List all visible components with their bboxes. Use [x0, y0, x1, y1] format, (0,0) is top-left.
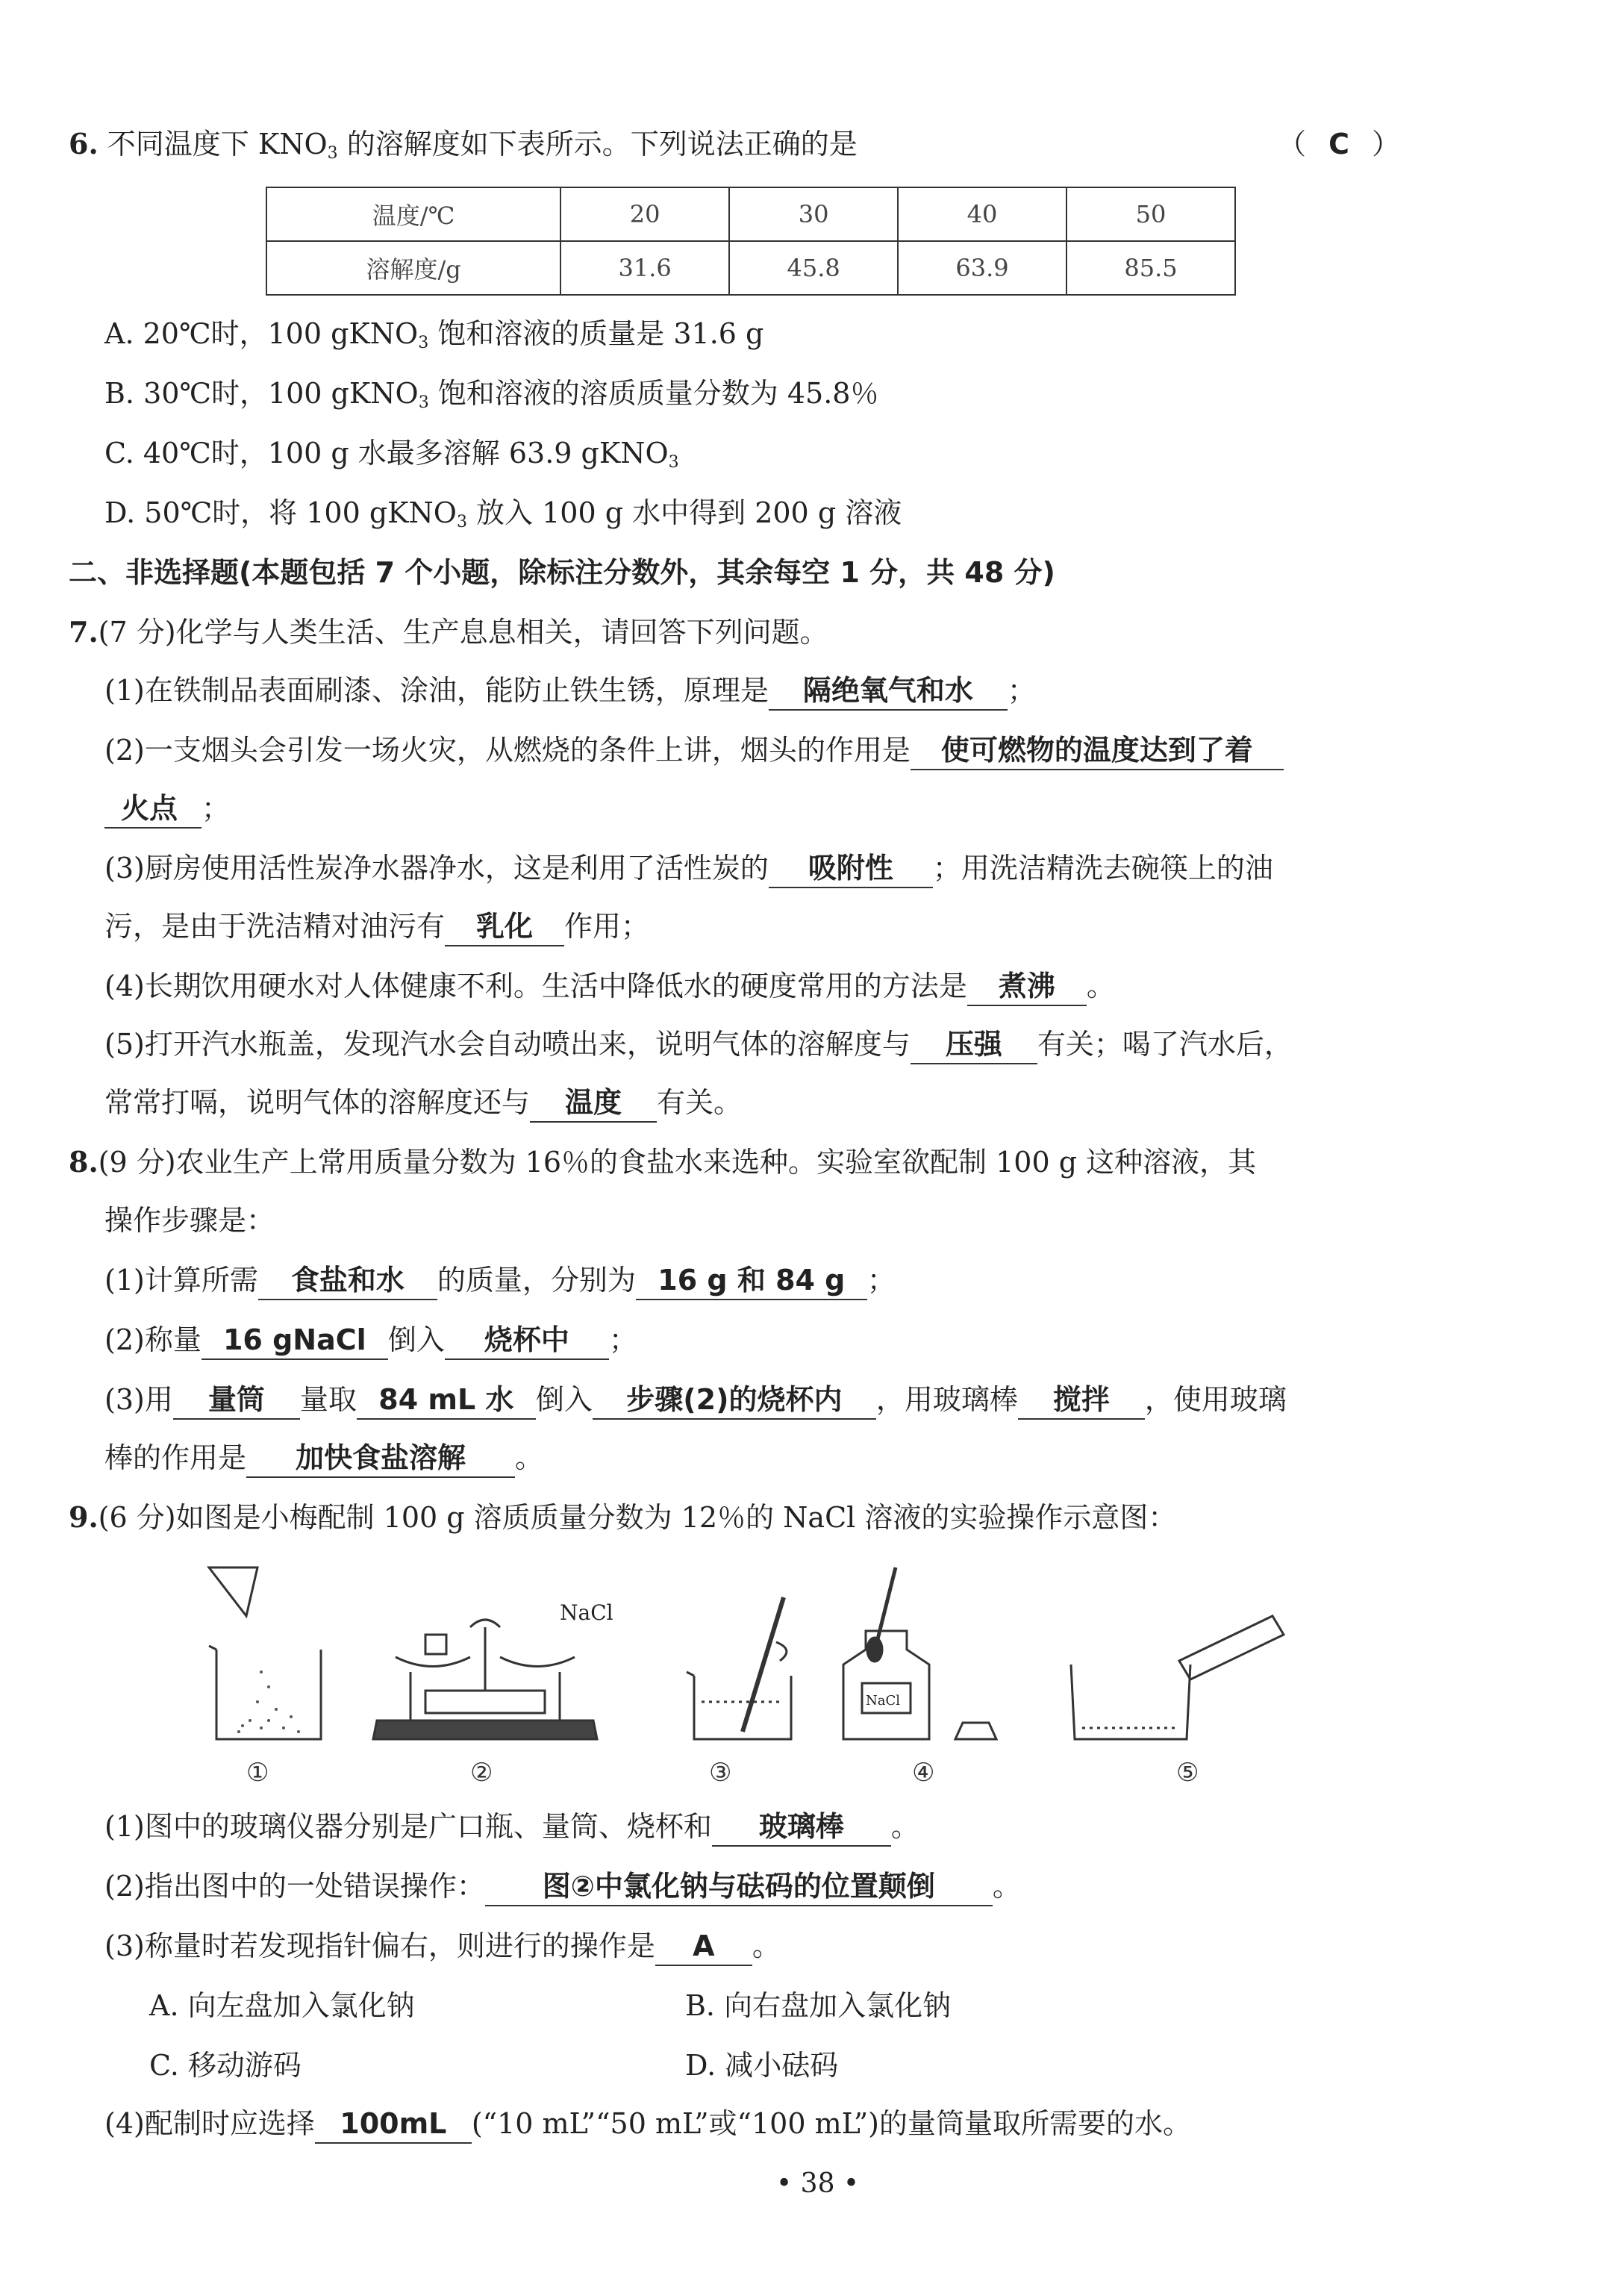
experiment-figure	[187, 1553, 1306, 1747]
answer-blank: 温度	[530, 1084, 657, 1123]
solubility-cell: 31.6	[560, 241, 729, 295]
figure-label: ②	[470, 1758, 493, 1788]
q8-intro: 8.(9 分)农业生产上常用质量分数为 16％的食盐水来选种。实验室欲配制 100 g 这种溶液，其	[69, 1145, 1257, 1179]
row-header-temp: 温度/℃	[266, 187, 560, 241]
table-row	[266, 187, 1235, 241]
q9-part3: (3)称量时若发现指针偏右，则进行的操作是 A 。	[104, 1926, 781, 1966]
answer-blank: 16 gNaCl	[202, 1321, 388, 1360]
answer-blank: 玻璃棒	[712, 1808, 891, 1847]
q7-intro: 7.(7 分)化学与人类生活、生产息息相关，请回答下列问题。	[69, 615, 828, 649]
beaker-pour-icon	[209, 1567, 321, 1739]
balance-icon	[373, 1620, 597, 1739]
q7-part4: (4)长期饮用硬水对人体健康不利。生活中降低水的硬度常用的方法是 煮沸 。	[104, 966, 1115, 1006]
q9-intro: 9.(6 分)如图是小梅配制 100 g 溶质质量分数为 12％的 NaCl 溶液的实验操作示意图：	[69, 1500, 1177, 1534]
temp-cell: 50	[1066, 187, 1235, 241]
answer-blank: 步骤(2)的烧杯内	[593, 1381, 876, 1420]
q7-part3-cont: 污，是由于洗洁精对油污有 乳化 作用；	[104, 906, 649, 946]
temp-cell: 40	[898, 187, 1066, 241]
solubility-cell: 63.9	[898, 241, 1066, 295]
q7-part5-cont: 常常打嗝，说明气体的溶解度还与 温度 有关。	[104, 1082, 742, 1123]
figure-label: ③	[709, 1758, 732, 1788]
solubility-cell: 45.8	[729, 241, 898, 295]
answer-blank: 煮沸	[967, 967, 1087, 1006]
answer-blank: 乳化	[445, 908, 564, 946]
q6-number: 6.	[69, 127, 99, 160]
answer-blank: 84 mL 水	[357, 1381, 536, 1420]
answer-blank: 食盐和水	[258, 1261, 437, 1300]
section2-heading: 二、非选择题(本题包括 7 个小题，除标注分数外，其余每空 1 分，共 48 分)	[69, 556, 1055, 589]
q6-stem-text: 不同温度下 KNO	[107, 128, 328, 160]
answer-blank: 烧杯中	[445, 1321, 609, 1360]
answer-blank: 100mL	[315, 2105, 472, 2144]
q7-part5: (5)打开汽水瓶盖，发现汽水会自动喷出来，说明气体的溶解度与 压强 有关；喝了汽水后，	[104, 1024, 1293, 1064]
q9-option-a: A. 向左盘加入氯化钠	[149, 1989, 415, 2022]
answer-blank: 16 g 和 84 g	[636, 1261, 867, 1300]
figure-label: ①	[246, 1758, 269, 1788]
q6-option-c: C. 40℃时，100 g 水最多溶解 63.9 gKNO$_3$	[104, 437, 679, 472]
answer-blank: 火点	[104, 790, 202, 829]
cylinder-pour-icon	[1071, 1616, 1284, 1739]
reagent-bottle-icon	[843, 1567, 996, 1739]
q8-intro-cont: 操作步骤是：	[104, 1204, 275, 1237]
q9-part4: (4)配制时应选择 100mL (“10 mL”“50 mL”或“100 mL”)的量筒量取所需要的水。	[104, 2103, 1191, 2144]
q6-answer-value: C	[1328, 128, 1349, 160]
answer-blank: 使可燃物的温度达到了着	[911, 731, 1284, 770]
q8-part1: (1)计算所需 食盐和水 的质量，分别为 16 g 和 84 g ；	[104, 1260, 896, 1300]
balance-nacl-label: NaCl	[560, 1600, 613, 1625]
q9-option-d: D. 减小砝码	[685, 2049, 839, 2082]
q9-option-c: C. 移动游码	[149, 2049, 302, 2082]
figure-label: ⑤	[1176, 1758, 1199, 1788]
page-number: • 38 •	[776, 2168, 860, 2199]
q6-option-a: A. 20℃时，100 gKNO$_3$ 饱和溶液的质量是 31.6 g	[104, 317, 764, 352]
solubility-table	[266, 187, 1236, 296]
q9-option-b: B. 向右盘加入氯化钠	[685, 1989, 952, 2022]
answer-blank: 搅拌	[1018, 1381, 1145, 1420]
answer-blank: 压强	[911, 1026, 1037, 1064]
q7-part3: (3)厨房使用活性炭净水器净水，这是利用了活性炭的 吸附性 ；用洗洁精洗去碗筷上的油	[104, 848, 1273, 888]
q8-part3: (3)用 量筒 量取 84 mL 水 倒入 步骤(2)的烧杯内 ，用玻璃棒 搅拌 ，使用玻璃	[104, 1379, 1287, 1420]
solubility-cell: 85.5	[1066, 241, 1235, 295]
q7-part2: (2)一支烟头会引发一场火灾，从燃烧的条件上讲，烟头的作用是 使可燃物的温度达到了着	[104, 730, 1284, 770]
q9-part2: (2)指出图中的一处错误操作： 图②中氯化钠与砝码的位置颠倒 。	[104, 1866, 1021, 1906]
answer-blank: A	[655, 1927, 752, 1966]
answer-blank: 加快食盐溶解	[246, 1439, 515, 1478]
beaker-stir-icon	[687, 1597, 791, 1739]
figure-label: ④	[912, 1758, 935, 1788]
q8-part3-cont: 棒的作用是 加快食盐溶解 。	[104, 1438, 543, 1478]
q9-part1: (1)图中的玻璃仪器分别是广口瓶、量筒、烧杯和 玻璃棒 。	[104, 1806, 919, 1847]
q6-option-b: B. 30℃时，100 gKNO$_3$ 饱和溶液的溶质质量分数为 45.8％	[104, 377, 879, 412]
q7-part1: (1)在铁制品表面刷漆、涂油，能防止铁生锈，原理是 隔绝氧气和水 ；	[104, 670, 1036, 711]
q6-option-d: D. 50℃时，将 100 gKNO$_3$ 放入 100 g 水中得到 200 g 溶液	[104, 496, 902, 531]
table-row	[266, 241, 1235, 295]
q7-part2-cont: 火点 ；	[104, 788, 230, 829]
q6-stem: 6. 不同温度下 $KNO_3$ 的溶解度如下表所示。下列说法正确的是	[69, 127, 858, 163]
answer-blank: 吸附性	[769, 849, 933, 888]
q8-part2: (2)称量 16 gNaCl 倒入 烧杯中 ；	[104, 1320, 637, 1360]
temp-cell: 20	[560, 187, 729, 241]
temp-cell: 30	[729, 187, 898, 241]
answer-blank: 图②中氯化钠与砝码的位置颠倒	[485, 1868, 993, 1906]
q6-answer: （ C ）	[1278, 128, 1401, 160]
answer-blank: 量筒	[173, 1381, 300, 1420]
answer-blank: 隔绝氧气和水	[769, 672, 1008, 711]
bottle-nacl-label: NaCl	[866, 1693, 901, 1709]
row-header-solubility: 溶解度/g	[266, 241, 560, 295]
